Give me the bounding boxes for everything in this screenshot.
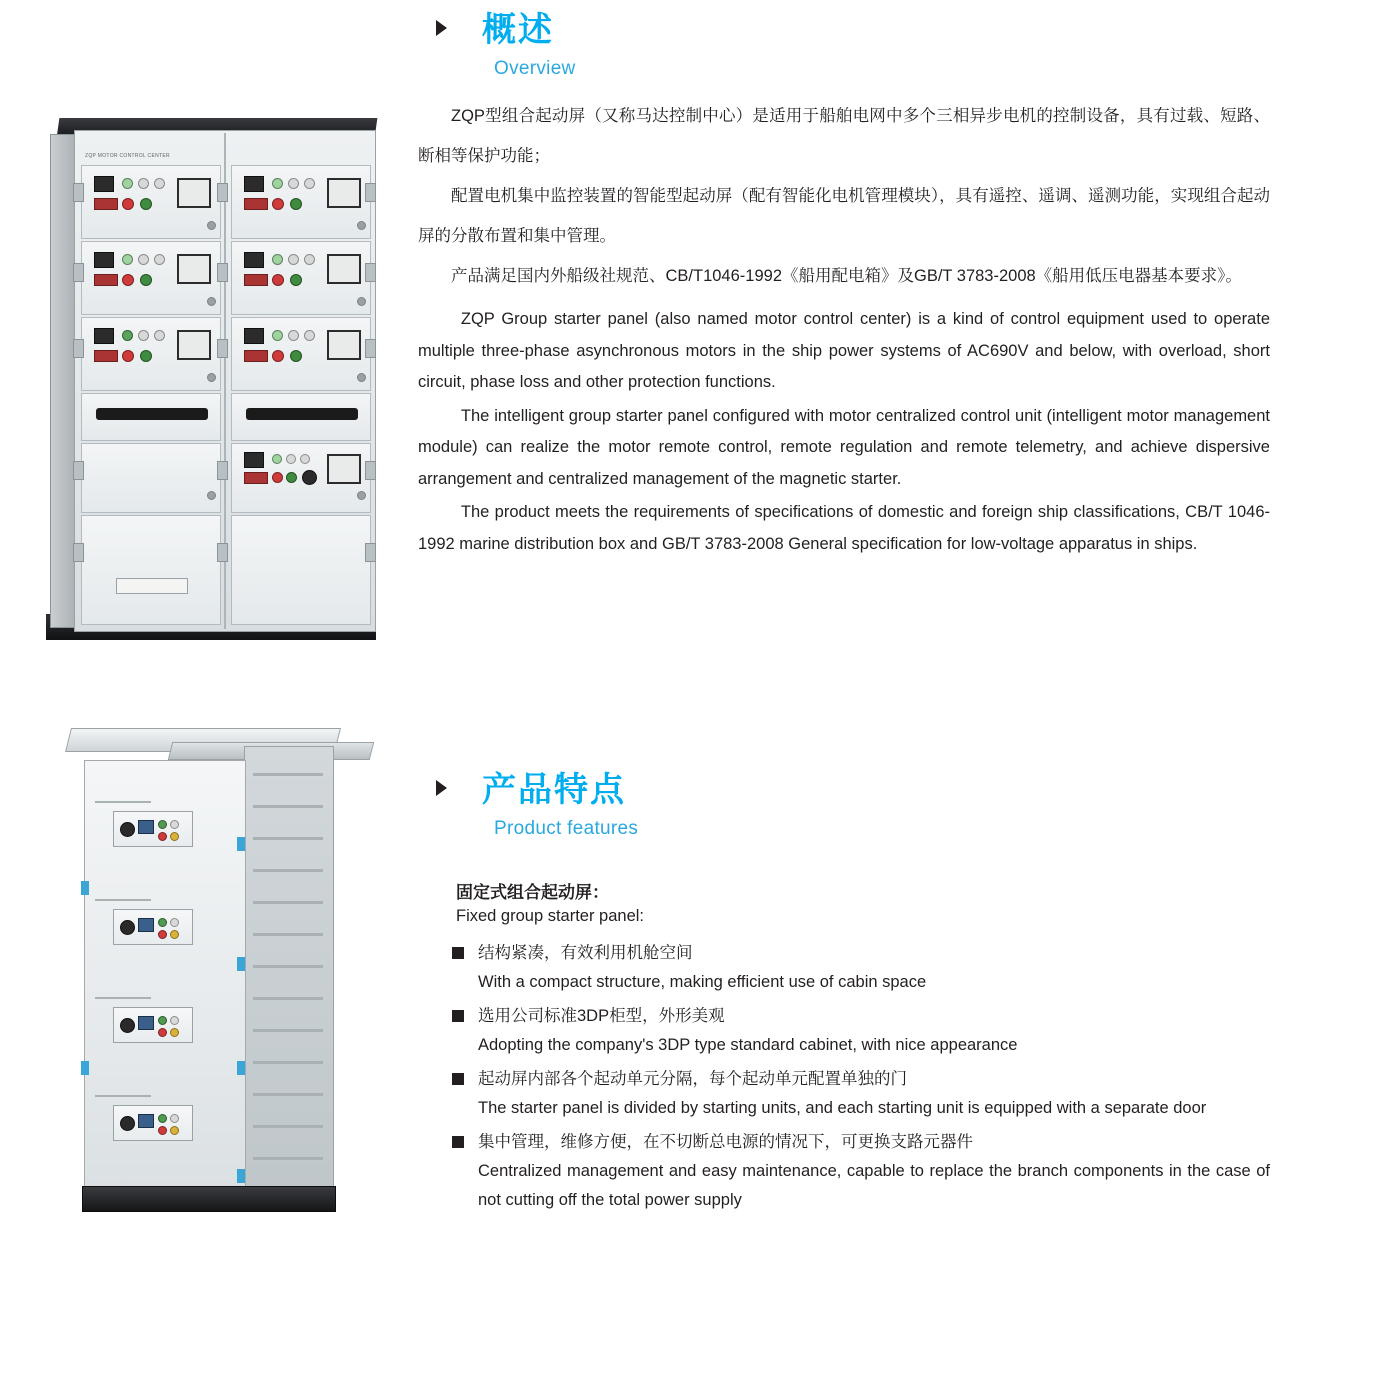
feature-text-cn: 起动屏内部各个起动单元分隔，每个起动单元配置单独的门 <box>478 1070 907 1088</box>
indicator-lamp-green <box>158 820 167 829</box>
vent-louver <box>253 933 323 936</box>
panel-seam <box>95 1095 151 1097</box>
vent-louver <box>253 773 323 776</box>
stop-button <box>158 1126 167 1135</box>
section-title-en: Overview <box>494 58 576 79</box>
section-title-cn: 产品特点 <box>482 771 626 809</box>
stop-button <box>158 1028 167 1037</box>
panel-seam <box>95 801 151 803</box>
overview-paragraph-cn-3: 产品满足国内外船级社规范、CB/T1046-1992《船用配电箱》及GB/T 3783-2008《船用低压电器基本要求》。 <box>451 267 1242 285</box>
door-hinge <box>365 461 376 480</box>
starter-unit-cell <box>231 165 371 239</box>
door-latch <box>207 373 216 382</box>
indicator-lamp-white <box>138 254 149 265</box>
start-button <box>140 198 152 210</box>
indicator-lamp-green <box>158 1114 167 1123</box>
starter-unit-cell <box>231 241 371 315</box>
indicator-lamp-green <box>122 178 133 189</box>
features-subhead-cn: 固定式组合起动屏： <box>456 883 609 902</box>
door-hinge <box>73 339 84 358</box>
door-hinge <box>217 339 228 358</box>
section-title-en: Product features <box>494 818 639 839</box>
vent-louver <box>253 1093 323 1096</box>
square-bullet-icon <box>452 947 464 959</box>
vent-louver <box>253 901 323 904</box>
unit-display <box>94 252 114 268</box>
unit-red-label <box>94 350 118 362</box>
selector-knob <box>120 1018 135 1033</box>
section-title-cn: 概述 <box>482 11 554 49</box>
overview-paragraph-en-3: The product meets the requirements of specifications of domestic and foreign ship classifications, CB/T 1046-1992 marine distribution box and GB/T 3783-2008 General specification for low-voltage apparatus in ships. <box>418 503 1270 553</box>
ammeter <box>177 178 211 208</box>
cabinet-front-face <box>84 760 246 1192</box>
selector-knob <box>120 920 135 935</box>
door-tab <box>81 881 89 895</box>
feature-item <box>452 1127 1270 1215</box>
indicator-lamp-white <box>154 254 165 265</box>
door-hinge <box>365 183 376 202</box>
door-hinge <box>217 183 228 202</box>
stop-button <box>122 274 134 286</box>
start-button <box>290 198 302 210</box>
indicator-lamp-green <box>122 254 133 265</box>
stop-button <box>272 274 284 286</box>
vent-louver <box>253 837 323 840</box>
feature-text-en: Adopting the company's 3DP type standard cabinet, with nice appearance <box>478 1036 1018 1054</box>
starter-unit-cell <box>231 317 371 391</box>
ammeter <box>327 178 361 208</box>
panel-seam <box>95 997 151 999</box>
ammeter <box>327 330 361 360</box>
starter-unit-control-box <box>113 1007 193 1043</box>
stop-button <box>122 198 134 210</box>
door-tab <box>237 1169 245 1183</box>
overview-body <box>418 96 1270 560</box>
indicator-lamp-white <box>304 178 315 189</box>
blank-door-cell <box>81 443 221 513</box>
indicator-lamp-white <box>170 918 179 927</box>
door-hinge <box>217 461 228 480</box>
door-hinge <box>365 263 376 282</box>
feature-item-cn-wrapper <box>452 1127 1270 1157</box>
nameplate <box>116 578 188 594</box>
overview-paragraph-en-2: The intelligent group starter panel configured with motor centralized control unit (intelligent motor management module) can realize the motor remote control, remote regulation and remote telemetry, and achieve dispersive arrangement and centralized management of the magnetic starter. <box>418 406 1270 488</box>
indicator-lamp-white <box>288 330 299 341</box>
triangle-bullet-icon <box>436 780 447 796</box>
feature-text-cn: 选用公司标准3DP柜型，外形美观 <box>478 1007 725 1025</box>
stop-button <box>122 350 134 362</box>
feature-text-cn: 集中管理，维修方便，在不切断总电源的情况下，可更换支路元器件 <box>478 1133 973 1151</box>
indicator-lamp-green <box>158 1016 167 1025</box>
cabinet-right-face <box>244 746 334 1200</box>
ammeter <box>327 254 361 284</box>
panel-seam <box>95 899 151 901</box>
door-hinge <box>217 263 228 282</box>
indicator-lamp-green <box>272 178 283 189</box>
indicator-lamp-white <box>154 178 165 189</box>
indicator-lamp-white <box>304 330 315 341</box>
blank-door-cell <box>231 515 371 625</box>
indicator-lamp-green <box>272 454 282 464</box>
square-bullet-icon <box>452 1136 464 1148</box>
ammeter <box>177 330 211 360</box>
content-column <box>400 0 1300 1379</box>
door-hinge <box>217 543 228 562</box>
feature-text-cn: 结构紧凑，有效利用机舱空间 <box>478 944 693 962</box>
overview-paragraph-cn-1: ZQP型组合起动屏（又称马达控制中心）是适用于船舶电网中多个三相异步电机的控制设备，具有过载、短路、断相等保护功能； <box>418 107 1270 165</box>
feature-item <box>452 938 1270 997</box>
indicator-lamp-green <box>158 918 167 927</box>
door-latch <box>207 297 216 306</box>
indicator-lamp-amber <box>170 1028 179 1037</box>
unit-display <box>244 176 264 192</box>
features-body <box>418 868 1270 1219</box>
feature-item-cn-wrapper <box>452 1001 1270 1031</box>
starter-unit-cell <box>81 317 221 391</box>
vent-louver <box>253 1061 323 1064</box>
unit-red-label <box>244 274 268 286</box>
vent-louver <box>253 1157 323 1160</box>
selector-knob <box>120 822 135 837</box>
door-latch <box>207 491 216 500</box>
triangle-bullet-icon <box>436 20 447 36</box>
indicator-lamp-white <box>154 330 165 341</box>
indicator-lamp-white <box>170 820 179 829</box>
door-hinge <box>365 339 376 358</box>
cabinet-plinth <box>82 1186 336 1212</box>
unit-red-label <box>94 198 118 210</box>
unit-display <box>244 328 264 344</box>
cabinet-body <box>74 130 376 632</box>
indicator-lamp-amber <box>170 930 179 939</box>
unit-display <box>138 1016 154 1030</box>
indicator-lamp-white <box>170 1114 179 1123</box>
feature-item <box>452 1064 1270 1123</box>
vent-louver <box>253 997 323 1000</box>
section-header-features <box>436 768 1136 840</box>
cabinet-angled-view-image <box>60 718 380 1238</box>
cabinet-front-view-image <box>38 110 378 640</box>
indicator-lamp-white <box>288 178 299 189</box>
door-hinge <box>73 263 84 282</box>
ammeter <box>327 454 361 484</box>
feature-text-en: Centralized management and easy maintenance, capable to replace the branch components in the case of not cutting off the total power supply <box>478 1162 1270 1209</box>
vent-louver <box>253 805 323 808</box>
drawer-handle <box>96 408 208 420</box>
drawer-handle <box>246 408 358 420</box>
feature-text-en: With a compact structure, making efficient use of cabin space <box>478 973 927 991</box>
indicator-lamp-amber <box>170 832 179 841</box>
blank-door-cell <box>81 515 221 625</box>
stop-button <box>272 472 283 483</box>
door-hinge <box>365 543 376 562</box>
indicator-lamp-white <box>138 178 149 189</box>
indicator-lamp-white <box>138 330 149 341</box>
start-button <box>290 350 302 362</box>
door-latch <box>357 297 366 306</box>
stop-button <box>272 350 284 362</box>
stop-button <box>158 832 167 841</box>
unit-display <box>94 328 114 344</box>
door-tab <box>81 1061 89 1075</box>
starter-unit-cell <box>81 241 221 315</box>
vent-louver <box>253 869 323 872</box>
overview-paragraph-cn-2: 配置电机集中监控装置的智能型起动屏（配有智能化电机管理模块），具有遥控、遥调、遥测功能，实现组合起动屏的分散布置和集中管理。 <box>418 187 1270 245</box>
ammeter <box>177 254 211 284</box>
square-bullet-icon <box>452 1073 464 1085</box>
door-latch <box>357 373 366 382</box>
product-image-column <box>0 0 400 1379</box>
square-bullet-icon <box>452 1010 464 1022</box>
cabinet-caption: ZQP MOTOR CONTROL CENTER <box>85 153 170 159</box>
start-button <box>140 274 152 286</box>
indicator-lamp-green <box>272 254 283 265</box>
unit-red-label <box>244 472 268 484</box>
unit-display <box>94 176 114 192</box>
door-hinge <box>73 183 84 202</box>
vent-louver <box>253 1029 323 1032</box>
indicator-lamp-white <box>288 254 299 265</box>
feature-item-cn-wrapper <box>452 1064 1270 1094</box>
door-tab <box>237 957 245 971</box>
unit-red-label <box>244 198 268 210</box>
unit-display <box>138 1114 154 1128</box>
door-tab <box>237 1061 245 1075</box>
door-latch <box>207 221 216 230</box>
indicator-lamp-amber <box>170 1126 179 1135</box>
stop-button <box>272 198 284 210</box>
feature-item <box>452 1001 1270 1060</box>
indicator-lamp-green <box>122 330 133 341</box>
starter-unit-cell <box>81 393 221 441</box>
vent-louver <box>253 965 323 968</box>
indicator-lamp-green <box>272 330 283 341</box>
starter-unit-cell <box>81 165 221 239</box>
feature-item-cn-wrapper <box>452 938 1270 968</box>
starter-unit-control-box <box>113 909 193 945</box>
start-button <box>140 350 152 362</box>
vent-louver <box>253 1125 323 1128</box>
section-header-overview <box>436 8 1136 80</box>
indicator-lamp-white <box>304 254 315 265</box>
overview-paragraph-en-1: ZQP Group starter panel (also named motor control center) is a kind of control equipment used to operate multiple three-phase asynchronous motors in the ship power systems of AC690V and below, with overload, short circuit, phase loss and other protection functions. <box>418 310 1270 391</box>
door-latch <box>357 491 366 500</box>
unit-display <box>138 820 154 834</box>
unit-display <box>138 918 154 932</box>
door-latch <box>357 221 366 230</box>
unit-display <box>244 452 264 468</box>
door-hinge <box>73 543 84 562</box>
starter-unit-cell <box>231 393 371 441</box>
stop-button <box>158 930 167 939</box>
indicator-lamp-white <box>286 454 296 464</box>
selector-knob <box>302 470 317 485</box>
indicator-lamp-white <box>170 1016 179 1025</box>
indicator-lamp-white <box>300 454 310 464</box>
starter-unit-control-box <box>113 811 193 847</box>
feature-text-en: The starter panel is divided by starting units, and each starting unit is equipped with a separate door <box>478 1099 1207 1117</box>
unit-red-label <box>244 350 268 362</box>
unit-display <box>244 252 264 268</box>
door-hinge <box>73 461 84 480</box>
unit-red-label <box>94 274 118 286</box>
door-tab <box>237 837 245 851</box>
control-unit-cell <box>231 443 371 513</box>
start-button <box>286 472 297 483</box>
start-button <box>290 274 302 286</box>
starter-unit-control-box <box>113 1105 193 1141</box>
features-list <box>452 938 1270 1215</box>
selector-knob <box>120 1116 135 1131</box>
features-subhead-en: Fixed group starter panel: <box>456 907 645 925</box>
